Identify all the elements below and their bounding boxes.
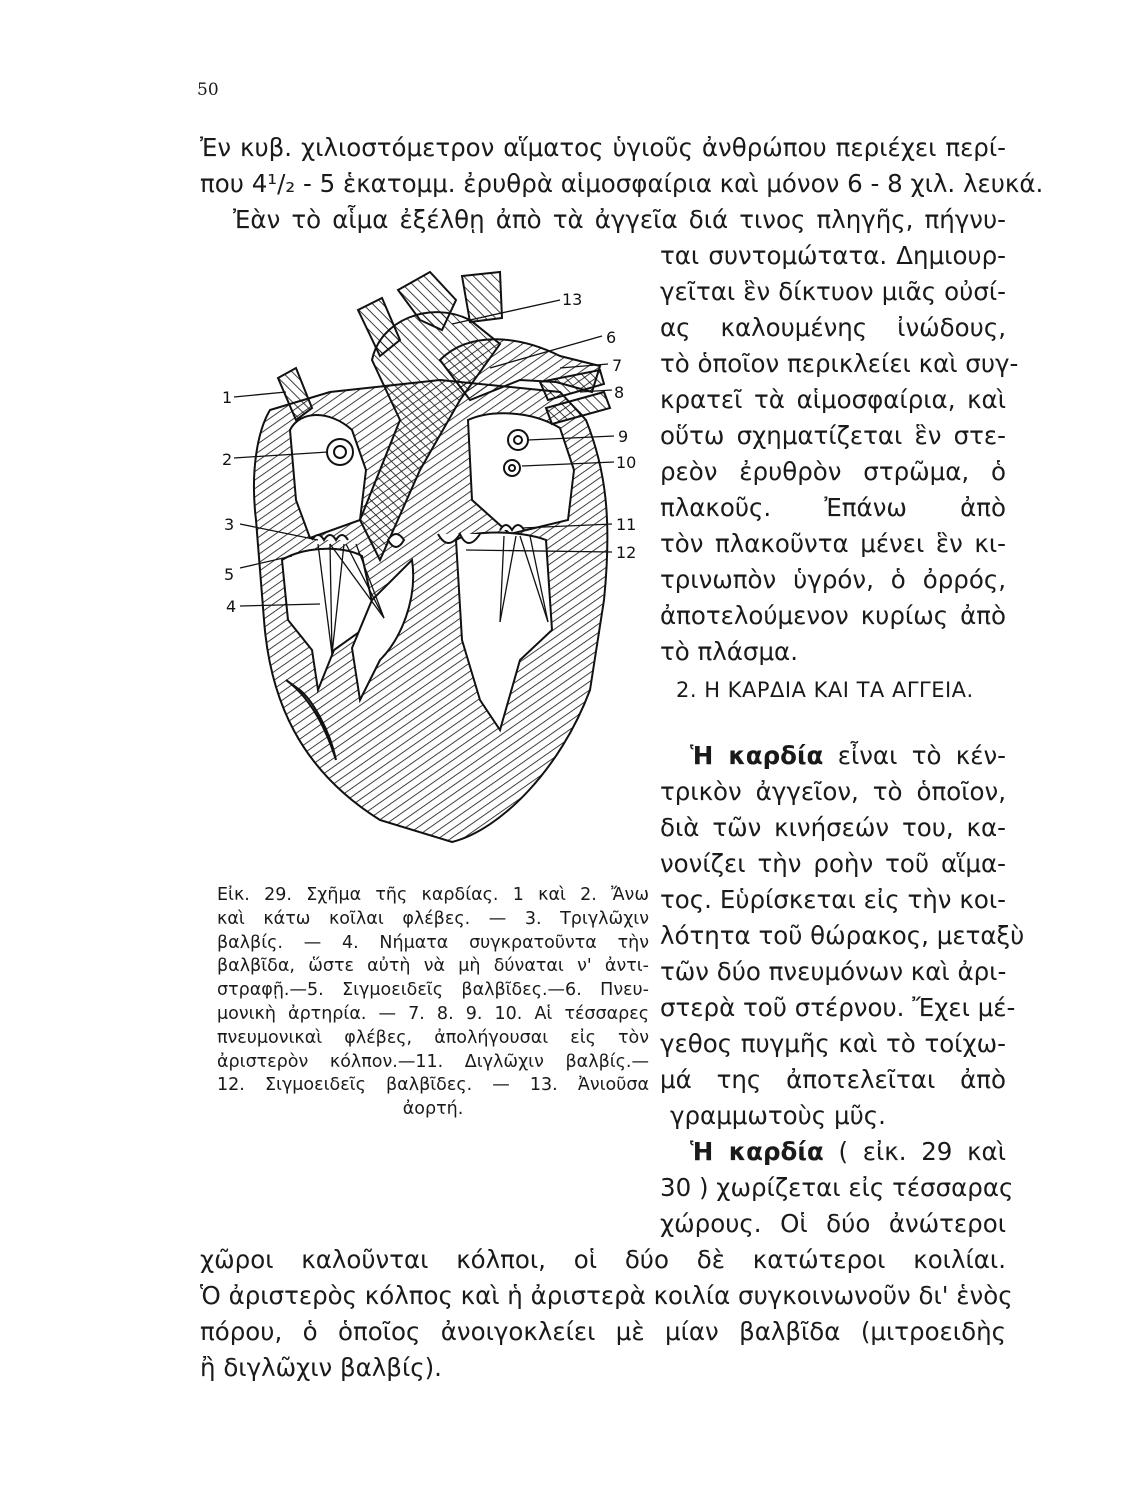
figure-label: 13 [562, 290, 583, 309]
caption-line: ἀορτή. [402, 1099, 464, 1120]
text-line: πλακοῦς. Ἐπάνω ἀπὸ [660, 493, 1006, 522]
para3-line: χώρους. Οἱ δύο ἀνώτεροι [660, 1209, 1006, 1238]
text-line: τρινωπὸν ὑγρόν, ὁ ὀρρός, [660, 565, 1006, 594]
para2-line: διὰ τῶν κινήσεών του, κα- [660, 813, 1006, 842]
caption-line: πνευμονικαὶ φλέβες, ἀπολήγουσαι εἰς τὸν [217, 1027, 649, 1048]
figure-label: 7 [612, 356, 623, 375]
para3-line [690, 1136, 1006, 1168]
figure-label: 9 [618, 427, 629, 446]
para2-line: μά της ἀποτελεῖται ἀπὸ [660, 1065, 1006, 1094]
heart-diagram [210, 258, 650, 848]
text-line: ας καλουμένης ἰνώδους, [660, 313, 1006, 342]
para2-line: λότητα τοῦ θώρακος, μεταξὺ [660, 921, 1025, 950]
para2-line: γραμμωτοὺς μῦς. [670, 1101, 886, 1130]
figure-label: 5 [224, 565, 235, 584]
figure-label: 10 [616, 453, 637, 472]
text-line: ἀποτελούμενον κυρίως ἀπὸ [660, 601, 1006, 630]
caption-line: βαλβῖδα, ὥστε αὐτὴ νὰ μὴ δύναται ν' ἀντι- [217, 956, 649, 977]
caption-line: καὶ κάτω κοῖλαι φλέβες. — 3. Τριγλῶχιν [217, 908, 649, 929]
para3-line: Ὁ ἀριστερὸς κόλπος καὶ ἡ ἀριστερὰ κοιλία συγκοινωνοῦν δι' ἑνὸς [200, 1281, 1013, 1310]
para3-line: χῶροι καλοῦνται κόλποι, οἱ δύο δὲ κατώτεροι κοιλίαι. [200, 1245, 1006, 1274]
caption-line: 12. Σιγμοειδεῖς βαλβῖδες. — 13. Ἀνιοῦσα [217, 1075, 649, 1096]
text-line: τὸν πλακοῦντα μένει ἓν κι- [660, 529, 1006, 558]
para2-line: τῶν δύο πνευμόνων καὶ ἀρι- [660, 957, 1007, 986]
figure-label: 6 [606, 328, 617, 347]
text-line: Ἐὰν τὸ αἷμα ἐξέλθῃ ἀπὸ τὰ ἀγγεῖα διά τινος πληγῆς, πήγνυ- [233, 205, 1006, 234]
figure-label: 4 [226, 597, 237, 616]
text-line: κρατεῖ τὰ αἱμοσφαίρια, καὶ [660, 385, 1006, 414]
text-line: που 4¹/₂ - 5 ἑκατομμ. ἐρυθρὰ αἱμοσφαίρια καὶ μόνον 6 - 8 χιλ. λευκά. [200, 169, 1044, 198]
caption-line: στραφῇ.—5. Σιγμοειδεῖς βαλβῖδες.—6. Πνευ- [217, 980, 649, 1001]
text-line: οὕτω σχηματίζεται ἓν στε- [660, 421, 1006, 450]
para2-line: τος. Εὑρίσκεται εἰς τὴν κοι- [660, 885, 1006, 914]
para2-line: τρικὸν ἀγγεῖον, τὸ ὁποῖον, [660, 777, 1006, 806]
caption-line: Εἰκ. 29. Σχῆμα τῆς καρδίας. 1 καὶ 2. Ἄνω [217, 885, 649, 905]
figure-label: 11 [616, 515, 637, 534]
para3-line-rest: ( εἰκ. 29 καὶ [823, 1137, 1006, 1166]
figure-label: 2 [222, 450, 233, 469]
para2-line-rest: εἶναι τὸ κέν- [823, 741, 1006, 770]
text-line: γεῖται ἓν δίκτυον μιᾶς οὐσί- [660, 277, 1006, 306]
para3-bold: Ἡ καρδία [690, 1137, 824, 1166]
text-line: ρεὸν ἐρυθρὸν στρῶμα, ὁ [660, 457, 1006, 486]
section-heading: 2. Η ΚΑΡΔΙΑ ΚΑΙ ΤΑ ΑΓΓΕΙΑ. [676, 678, 974, 702]
text-line: Ἐν κυβ. χιλιοστόμετρον αἵματος ὑγιοῦς ἀνθρώπου περιέχει περί- [200, 133, 1006, 162]
figure-label: 3 [224, 515, 235, 534]
para3-line: 30 ) χωρίζεται εἰς τέσσαρας [660, 1173, 1014, 1202]
para2-line: νονίζει τὴν ροὴν τοῦ αἵμα- [660, 849, 1006, 878]
text-line: τὸ πλάσμα. [660, 637, 798, 666]
para2-line [690, 740, 1006, 772]
figure-label: 12 [616, 543, 637, 562]
text-line: τὸ ὁποῖον περικλείει καὶ συγ- [660, 349, 1019, 378]
para3-line: ἢ διγλῶχιν βαλβίς). [200, 1353, 442, 1382]
figure-label: 1 [222, 388, 233, 407]
page-number: 50 [197, 80, 219, 100]
figure-caption [217, 884, 649, 1122]
figure-label: 8 [614, 383, 625, 402]
para2-line: γεθος πυγμῆς καὶ τὸ τοίχω- [660, 1029, 1006, 1058]
para2-line: στερὰ τοῦ στέρνου. Ἔχει μέ- [660, 993, 1016, 1022]
para3-line: πόρου, ὁ ὁποῖος ἀνοιγοκλείει μὲ μίαν βαλβῖδα (μιτροειδὴς [200, 1317, 1006, 1346]
para2-bold: Ἡ καρδία [690, 741, 824, 770]
text-line: ται συντομώτατα. Δημιουρ- [660, 241, 1006, 270]
caption-line: βαλβίς. — 4. Νήματα συγκρατοῦντα τὴν [217, 932, 649, 953]
caption-line: ἀριστερὸν κόλπον.—11. Διγλῶχιν βαλβίς.— [217, 1051, 649, 1072]
caption-line: μονικὴ ἀρτηρία. — 7. 8. 9. 10. Αἱ τέσσαρες [217, 1003, 649, 1024]
